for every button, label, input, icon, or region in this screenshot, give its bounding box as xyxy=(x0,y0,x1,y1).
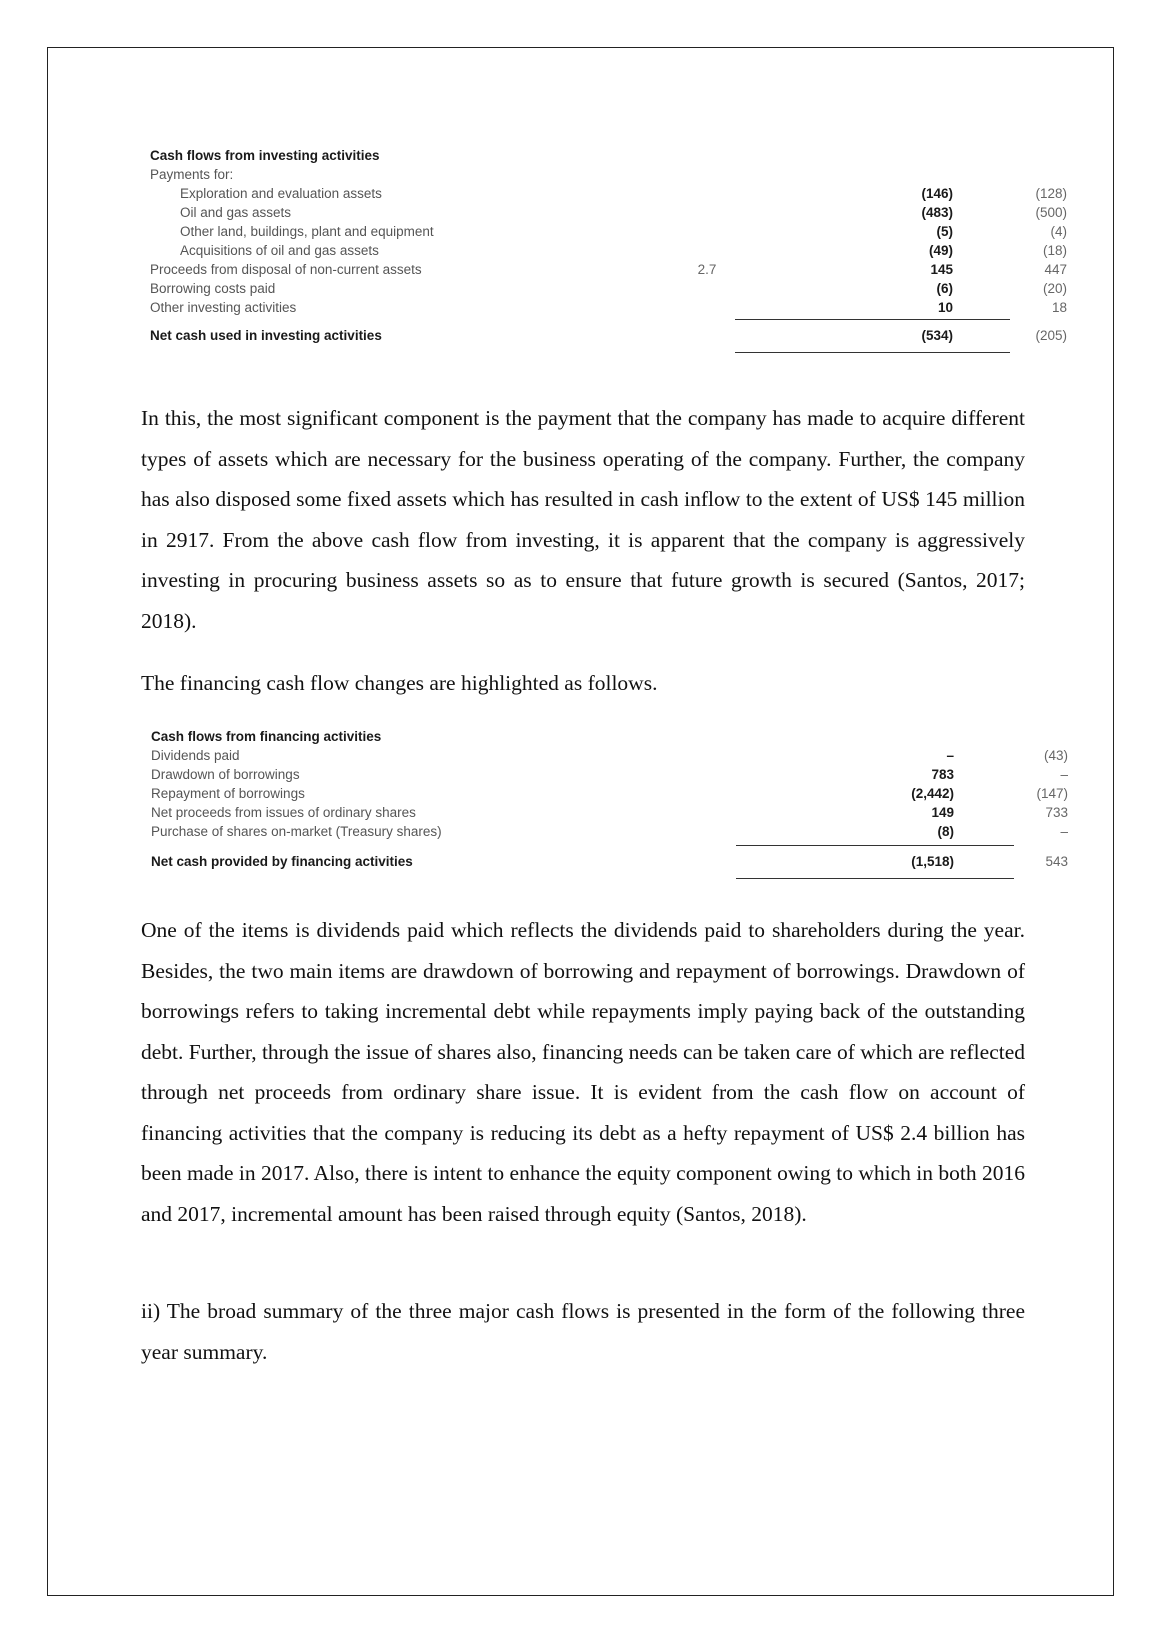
prior-year-value: 733 xyxy=(1045,805,1068,820)
current-year-value: (6) xyxy=(936,281,953,296)
table-row xyxy=(150,222,1067,241)
current-year-value: 149 xyxy=(931,805,954,820)
row-label: Drawdown of borrowings xyxy=(151,767,300,782)
total-top-rule xyxy=(736,845,1014,846)
paragraph-financing-intro: The financing cash flow changes are highlighted as follows. xyxy=(141,671,658,695)
row-label: Acquisitions of oil and gas assets xyxy=(180,243,379,258)
row-label: Dividends paid xyxy=(151,748,240,763)
row-label: Net proceeds from issues of ordinary shares xyxy=(151,805,416,820)
row-label: Exploration and evaluation assets xyxy=(180,186,382,201)
current-year-value: (483) xyxy=(921,205,953,220)
total-top-rule xyxy=(735,319,1010,320)
table-row xyxy=(150,298,1067,317)
table-row xyxy=(151,784,1068,803)
prior-year-value: (4) xyxy=(1050,224,1067,239)
table-row xyxy=(150,279,1067,298)
prior-year-value: (20) xyxy=(1042,281,1067,296)
total-prior-value: (205) xyxy=(1035,328,1067,343)
current-year-value: 783 xyxy=(931,767,954,782)
current-year-value: (8) xyxy=(937,824,954,839)
row-label: Other land, buildings, plant and equipment xyxy=(180,224,434,239)
paragraph-investing-analysis: In this, the most significant component is the payment that the company has made to acquire different types of assets which are necessary for the business operating of the company. Further, the company has also disposed some fixed assets which has resulted in cash inflow to the extent of US$ 145 million in 2917. From the above cash flow from investing, it is apparent that the company is aggressively investing in procuring business assets so as to ensure that future growth is secured (Santos, 2017; 2018). xyxy=(141,406,1025,633)
row-label: Repayment of borrowings xyxy=(151,786,305,801)
table-title: Cash flows from financing activities xyxy=(151,729,382,744)
table-title: Cash flows from investing activities xyxy=(150,148,380,163)
table-row xyxy=(151,746,1068,765)
total-current-value: (1,518) xyxy=(911,854,954,869)
row-label: Oil and gas assets xyxy=(180,205,292,220)
total-row xyxy=(150,326,1067,345)
prior-year-value: (128) xyxy=(1035,186,1067,201)
current-year-value: 145 xyxy=(930,262,953,277)
table-row xyxy=(150,241,1067,260)
current-year-value: 10 xyxy=(937,300,953,315)
table-row xyxy=(150,184,1067,203)
row-label: Borrowing costs paid xyxy=(150,281,276,296)
table-row xyxy=(150,260,1067,279)
row-label: Other investing activities xyxy=(150,300,297,315)
total-bottom-rule xyxy=(735,352,1010,353)
table-subheading-row xyxy=(150,165,1020,184)
paragraph-summary-intro: ii) The broad summary of the three major cash flows is presented in the form of the following three year summary. xyxy=(141,1299,1025,1364)
total-label: Net cash used in investing activities xyxy=(150,328,382,343)
table-row xyxy=(150,203,1067,222)
note-reference: 2.7 xyxy=(697,262,717,277)
payments-for-label: Payments for: xyxy=(150,167,234,182)
table-title-row xyxy=(150,146,1020,165)
total-current-value: (534) xyxy=(921,328,953,343)
current-year-value: (146) xyxy=(921,186,953,201)
prior-year-value: 18 xyxy=(1051,300,1067,315)
current-year-value: (2,442) xyxy=(911,786,954,801)
financing-cash-flow-table xyxy=(151,727,1068,882)
total-bottom-rule xyxy=(736,878,1014,879)
prior-year-value: (500) xyxy=(1035,205,1067,220)
prior-year-value: (43) xyxy=(1043,748,1068,763)
prior-year-value: – xyxy=(1060,767,1068,782)
current-year-value: – xyxy=(946,748,954,763)
prior-year-value: 447 xyxy=(1044,262,1067,277)
table-title-row xyxy=(151,727,1021,746)
table-row xyxy=(151,803,1068,822)
total-label: Net cash provided by financing activities xyxy=(151,854,413,869)
current-year-value: (49) xyxy=(928,243,953,258)
paragraph-financing-analysis: One of the items is dividends paid which reflects the dividends paid to shareholders during the year. Besides, the two main items are drawdown of borrowing and repayment of borrowings. Drawdown of borrowings refers to taking incremental debt while repayments imply paying back of the outstanding debt. Further, through the issue of shares also, financing needs can be taken care of which are reflected through net proceeds from ordinary share issue. It is evident from the cash flow on account of financing activities that the company is reducing its debt as a hefty repayment of US$ 2.4 billion has been made in 2017. Also, there is intent to enhance the equity component owing to which in both 2016 and 2017, incremental amount has been raised through equity (Santos, 2018). xyxy=(141,918,1025,1226)
table-row xyxy=(151,765,1068,784)
investing-cash-flow-table xyxy=(150,146,1067,356)
prior-year-value: (147) xyxy=(1036,786,1068,801)
prior-year-value: – xyxy=(1060,824,1068,839)
current-year-value: (5) xyxy=(936,224,953,239)
total-row xyxy=(151,852,1068,871)
prior-year-value: (18) xyxy=(1042,243,1067,258)
row-label: Purchase of shares on-market (Treasury shares) xyxy=(151,824,442,839)
total-prior-value: 543 xyxy=(1045,854,1068,869)
row-label: Proceeds from disposal of non-current assets xyxy=(150,262,422,277)
table-row xyxy=(151,822,1068,841)
